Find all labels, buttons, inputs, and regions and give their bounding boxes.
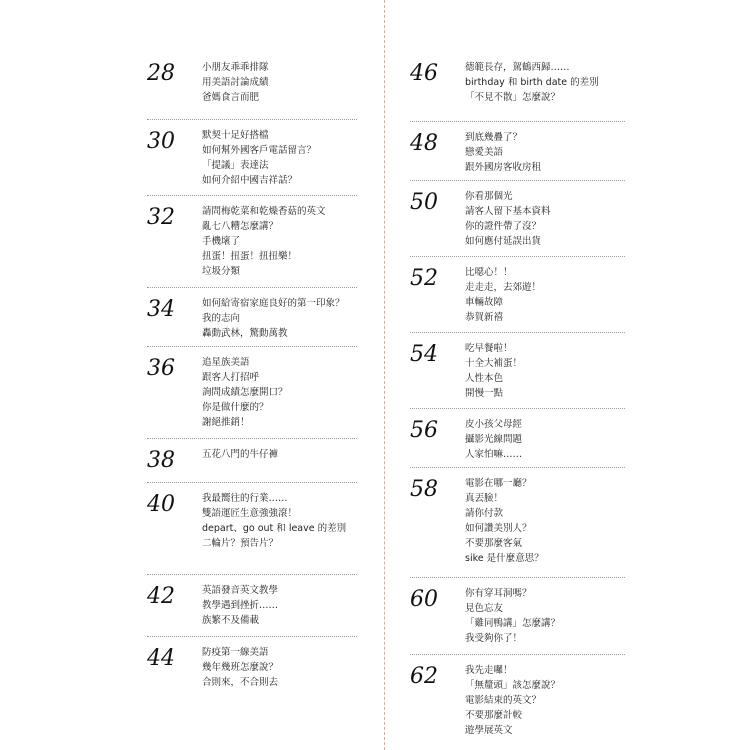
page-number: 30: [147, 129, 175, 154]
entry-titles: [465, 476, 625, 566]
article-title[interactable]: 請客人留下基本資料: [465, 206, 551, 217]
article-title[interactable]: 如何介紹中國吉祥話？: [202, 175, 298, 186]
article-title[interactable]: 小朋友乖乖排隊: [202, 62, 269, 73]
toc-entry[interactable]: [147, 346, 357, 438]
article-title[interactable]: 爸媽食言而肥: [202, 92, 260, 103]
article-title[interactable]: 如何讚美別人？: [465, 523, 532, 534]
article-title[interactable]: 詢問成績怎麼開口？: [202, 387, 288, 398]
article-title[interactable]: 我受夠你了！: [465, 633, 523, 644]
article-title[interactable]: 德範長存，駕鶴西歸……: [465, 62, 570, 73]
article-title[interactable]: 轟動武林，驚動萬教: [202, 328, 288, 339]
article-title[interactable]: 到底幾疊了？: [465, 132, 523, 143]
entry-titles: [202, 204, 357, 279]
toc-right-column: [410, 60, 625, 736]
entry-titles: [202, 491, 357, 551]
page-number: 46: [410, 61, 438, 86]
entry-titles: [465, 189, 625, 249]
article-title[interactable]: 比噁心！！: [465, 267, 513, 278]
page-number: 40: [147, 492, 175, 517]
toc-entry[interactable]: [410, 121, 625, 180]
article-title[interactable]: 謝絕推銷！: [202, 417, 250, 428]
article-title[interactable]: 真丟臉！: [465, 493, 504, 504]
article-title[interactable]: 用美語討論成績: [202, 77, 269, 88]
entry-titles: [202, 296, 357, 341]
page-number: 36: [147, 356, 175, 381]
article-title[interactable]: 五花八門的牛仔褲: [202, 449, 279, 460]
article-title[interactable]: 垃圾分類: [202, 266, 241, 277]
article-title[interactable]: 族繁不及備載: [202, 615, 260, 626]
article-title[interactable]: 「雞同鴨講」怎麼講？: [465, 618, 561, 629]
article-title[interactable]: 不要那麼計較: [465, 710, 523, 721]
article-title[interactable]: 我先走囉！: [465, 665, 513, 676]
article-title[interactable]: 電影在哪一廳？: [465, 478, 532, 489]
entry-titles: [465, 265, 625, 325]
article-title[interactable]: 追星族美語: [202, 357, 250, 368]
page-number: 28: [147, 61, 175, 86]
article-title[interactable]: 默契十足好搭檔: [202, 130, 269, 141]
article-title[interactable]: 你的證件帶了沒？: [465, 221, 542, 232]
article-title[interactable]: 你看那個光: [465, 191, 513, 202]
article-title[interactable]: 如何幫外國客戶電話留言？: [202, 145, 317, 156]
entry-titles: [202, 583, 357, 628]
article-title[interactable]: 戀愛美語: [465, 147, 504, 158]
toc-entry[interactable]: [410, 654, 625, 736]
article-title[interactable]: 「提議」表達法: [202, 160, 269, 171]
toc-entry[interactable]: [147, 482, 357, 574]
toc-entry[interactable]: [410, 408, 625, 467]
entry-titles: [465, 417, 625, 462]
entry-titles: [202, 128, 357, 188]
page-number: 52: [410, 266, 438, 291]
toc-entry[interactable]: [147, 636, 357, 692]
toc-entry[interactable]: [410, 256, 625, 332]
entry-titles: [202, 645, 357, 690]
toc-entry[interactable]: [147, 574, 357, 636]
article-title[interactable]: 英語發音英文教學: [202, 585, 279, 596]
page-number: 42: [147, 584, 175, 609]
article-title[interactable]: 合則來，不合則去: [202, 677, 279, 688]
entry-titles: [465, 663, 625, 738]
article-title[interactable]: 跟外國房客收房租: [465, 162, 542, 173]
article-title[interactable]: 吃早餐啦！: [465, 343, 513, 354]
article-title[interactable]: 人性本色: [465, 373, 504, 384]
page-number: 56: [410, 418, 438, 443]
article-title[interactable]: 開慢一點: [465, 388, 504, 399]
article-title[interactable]: depart、go out 和 leave 的差別: [202, 523, 347, 534]
entry-titles: [202, 60, 357, 105]
toc-entry[interactable]: [410, 577, 625, 654]
article-title[interactable]: 教學遇到挫折……: [202, 600, 279, 611]
toc-entry[interactable]: [410, 332, 625, 408]
article-title[interactable]: 如何給寄宿家庭良好的第一印象？: [202, 298, 345, 309]
article-title[interactable]: 十全大補蛋！: [465, 358, 523, 369]
article-title[interactable]: 手機壞了: [202, 236, 241, 247]
article-title[interactable]: 電影結束的英文？: [465, 695, 542, 706]
article-title[interactable]: 走走走，去郊遊！: [465, 282, 542, 293]
page-number: 44: [147, 646, 175, 671]
entry-titles: [465, 341, 625, 401]
entry-titles: [202, 447, 357, 462]
article-title[interactable]: 請問梅乾菜和乾燥香菇的英文: [202, 206, 326, 217]
article-title[interactable]: 我的志向: [202, 313, 241, 324]
page-number: 34: [147, 297, 175, 322]
article-title[interactable]: birthday 和 birth date 的差別: [465, 77, 599, 88]
article-title[interactable]: 攝影光線問題: [465, 434, 523, 445]
toc-entry[interactable]: [410, 467, 625, 577]
article-title[interactable]: 防疫第一線美語: [202, 647, 269, 658]
article-title[interactable]: 我最嚮往的行業……: [202, 493, 288, 504]
page-number: 62: [410, 664, 438, 689]
article-title[interactable]: 扭蛋！扭蛋！扭扭樂！: [202, 251, 298, 262]
article-title[interactable]: 你是做什麼的？: [202, 402, 269, 413]
entry-titles: [465, 586, 625, 646]
article-title[interactable]: 車輛故障: [465, 297, 504, 308]
page-number: 50: [410, 190, 438, 215]
toc-entry[interactable]: [147, 60, 357, 119]
article-title[interactable]: 皮小孩父母經: [465, 419, 523, 430]
toc-entry[interactable]: [147, 195, 357, 287]
toc-entry[interactable]: [410, 60, 625, 121]
entry-titles: [202, 355, 357, 430]
article-title[interactable]: 恭賀新禧: [465, 312, 504, 323]
page-number: 54: [410, 342, 438, 367]
article-title[interactable]: 「不見不散」怎麼說？: [465, 92, 561, 103]
toc-entry[interactable]: [147, 287, 357, 346]
article-title[interactable]: 遊學展英文: [465, 725, 513, 736]
entry-titles: [465, 130, 625, 175]
article-title[interactable]: 亂七八糟怎麼講？: [202, 221, 279, 232]
toc-entry[interactable]: [410, 180, 625, 256]
article-title[interactable]: 你有穿耳洞嗎？: [465, 588, 532, 599]
article-title[interactable]: 雙語運匠生意強強滾！: [202, 508, 298, 519]
article-title[interactable]: 請你付款: [465, 508, 504, 519]
article-title[interactable]: 「無釐頭」該怎麼說？: [465, 680, 561, 691]
page-number: 48: [410, 131, 438, 156]
article-title[interactable]: 人家怕嘛……: [465, 449, 523, 460]
article-title[interactable]: 如何應付延誤出貨: [465, 236, 542, 247]
toc-entry[interactable]: [147, 119, 357, 195]
article-title[interactable]: 幾年幾班怎麼說？: [202, 662, 279, 673]
article-title[interactable]: 跟客人打招呼: [202, 372, 260, 383]
article-title[interactable]: 不要那麼客氣: [465, 538, 523, 549]
center-divider: [384, 0, 385, 750]
entry-titles: [465, 60, 625, 105]
page-number: 38: [147, 448, 175, 473]
page-number: 32: [147, 205, 175, 230]
page-number: 60: [410, 587, 438, 612]
article-title[interactable]: 二輪片？預告片？: [202, 538, 279, 549]
article-title[interactable]: sike 是什麼意思？: [465, 553, 544, 564]
toc-entry[interactable]: [147, 438, 357, 482]
toc-left-column: [147, 60, 357, 692]
article-title[interactable]: 見色忘友: [465, 603, 504, 614]
page-number: 58: [410, 477, 438, 502]
